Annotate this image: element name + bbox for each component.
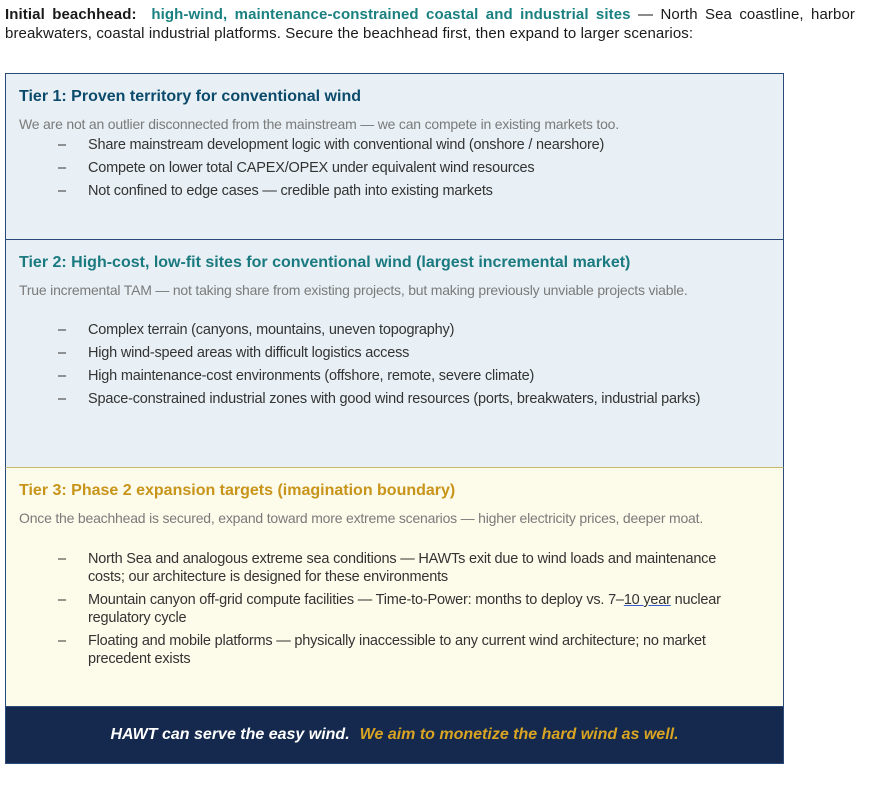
list-item: – High maintenance-cost environments (offshore, remote, severe climate) — [58, 367, 738, 385]
tier-2-panel — [5, 239, 784, 468]
intro-paragraph — [5, 5, 855, 43]
list-item: – North Sea and analogous extreme sea conditions — HAWTs exit due to wind loads and maintenance costs; our architecture is designed for these environments — [58, 550, 738, 586]
banner-text-white: HAWT can serve the easy wind. — [110, 726, 350, 743]
tier-2-title: Tier 2: High-cost, low-fit sites for conventional wind (largest incremental market) — [19, 254, 631, 271]
bullet-text-pre: Mountain canyon off-grid compute facilities — Time-to-Power: months to deploy vs. 7– — [88, 592, 624, 608]
ten-year-link[interactable]: 10 year — [623, 592, 671, 608]
tier-3-subtitle: Once the beachhead is secured, expand toward more extreme scenarios — higher electricity prices, deeper moat. — [19, 510, 704, 526]
list-item — [58, 591, 738, 627]
intro-lead: Initial beachhead: — [5, 6, 137, 23]
tier-3-title: Tier 3: Phase 2 expansion targets (imagination boundary) — [19, 482, 456, 499]
tier-2-subtitle: True incremental TAM — not taking share from existing projects, but making previously unviable projects viable. — [19, 282, 688, 298]
tier-3-panel — [5, 467, 784, 707]
list-item: – Complex terrain (canyons, mountains, uneven topography) — [58, 321, 738, 339]
list-item: – Compete on lower total CAPEX/OPEX under equivalent wind resources — [58, 159, 738, 177]
tier-1-title: Tier 1: Proven territory for conventional wind — [19, 88, 361, 105]
list-item: – Floating and mobile platforms — physically inaccessible to any current wind architecture; no market precedent exists — [58, 632, 738, 668]
list-item: – Space-constrained industrial zones with good wind resources (ports, breakwaters, industrial parks) — [58, 390, 738, 408]
list-item: – High wind-speed areas with difficult logistics access — [58, 344, 738, 362]
tier-2-bullets — [58, 321, 738, 413]
intro-rest: — North Sea coastline, harbor breakwaters, coastal industrial platforms. Secure the beachhead first, then expand to larger scenarios: — [5, 6, 856, 42]
list-item: – Not confined to edge cases — credible path into existing markets — [58, 182, 738, 200]
tier-1-panel — [5, 73, 784, 240]
list-item: – Share mainstream development logic with conventional wind (onshore / nearshore) — [58, 136, 738, 154]
tier-1-bullets — [58, 136, 738, 205]
bullet-text-post: nuclear regulatory cycle — [88, 592, 721, 626]
tier-3-bullets — [58, 550, 738, 673]
intro-highlight: high-wind, maintenance-constrained coastal and industrial sites — [151, 6, 631, 23]
banner-text-gold: We aim to monetize the hard wind as well. — [359, 726, 679, 743]
tier-1-subtitle: We are not an outlier disconnected from the mainstream — we can compete in existing markets too. — [19, 116, 619, 132]
closing-banner — [5, 706, 784, 764]
